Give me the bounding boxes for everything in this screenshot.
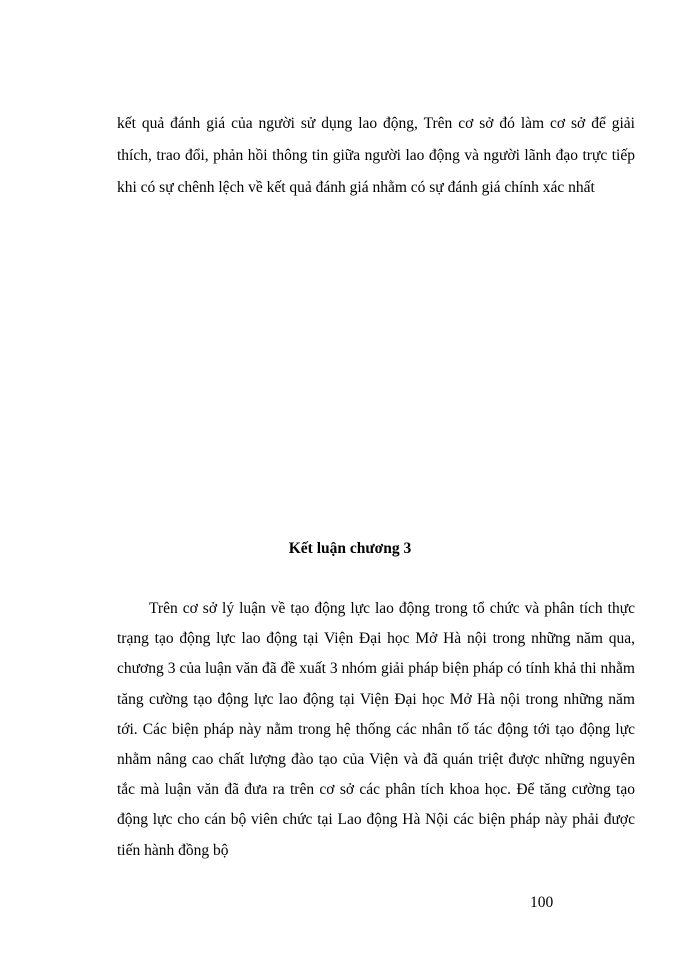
body-paragraph-continued: kết quả đánh giá của người sử dụng lao động, Trên cơ sở đó làm cơ sở để giải thích, trao đổi, phản hồi thông tin giữa người lao động và người lãnh đạo trực tiếp khi có sự chênh lệch về kết quả đánh giá nhằm có sự đánh giá chính xác nhất <box>117 115 635 196</box>
section-heading: Kết luận chương 3 <box>288 540 412 557</box>
page-number: 100 <box>530 894 554 911</box>
body-paragraph-conclusion: Trên cơ sở lý luận về tạo động lực lao động trong tổ chức và phân tích thực trạng tạo động lực lao động tại Viện Đại học Mở Hà nội trong những năm qua, chương 3 của luận văn đã đề xuất 3 nhóm giải pháp biện pháp có tính khả thi nhằm tăng cường tạo động lực lao động tại Viện Đại học Mở Hà nội trong những năm tới. Các biện pháp này nằm trong hệ thống các nhân tố tác động tới tạo động lực nhằm nâng cao chất lượng đào tạo của Viện và đã quán triệt được những nguyên tắc mà luận văn đã đưa ra trên cơ sở các phân tích khoa học. Để tăng cường tạo động lực cho cán bộ viên chức tại Lao động Hà Nội các biện pháp này phải được tiến hành đồng bộ <box>117 600 635 859</box>
